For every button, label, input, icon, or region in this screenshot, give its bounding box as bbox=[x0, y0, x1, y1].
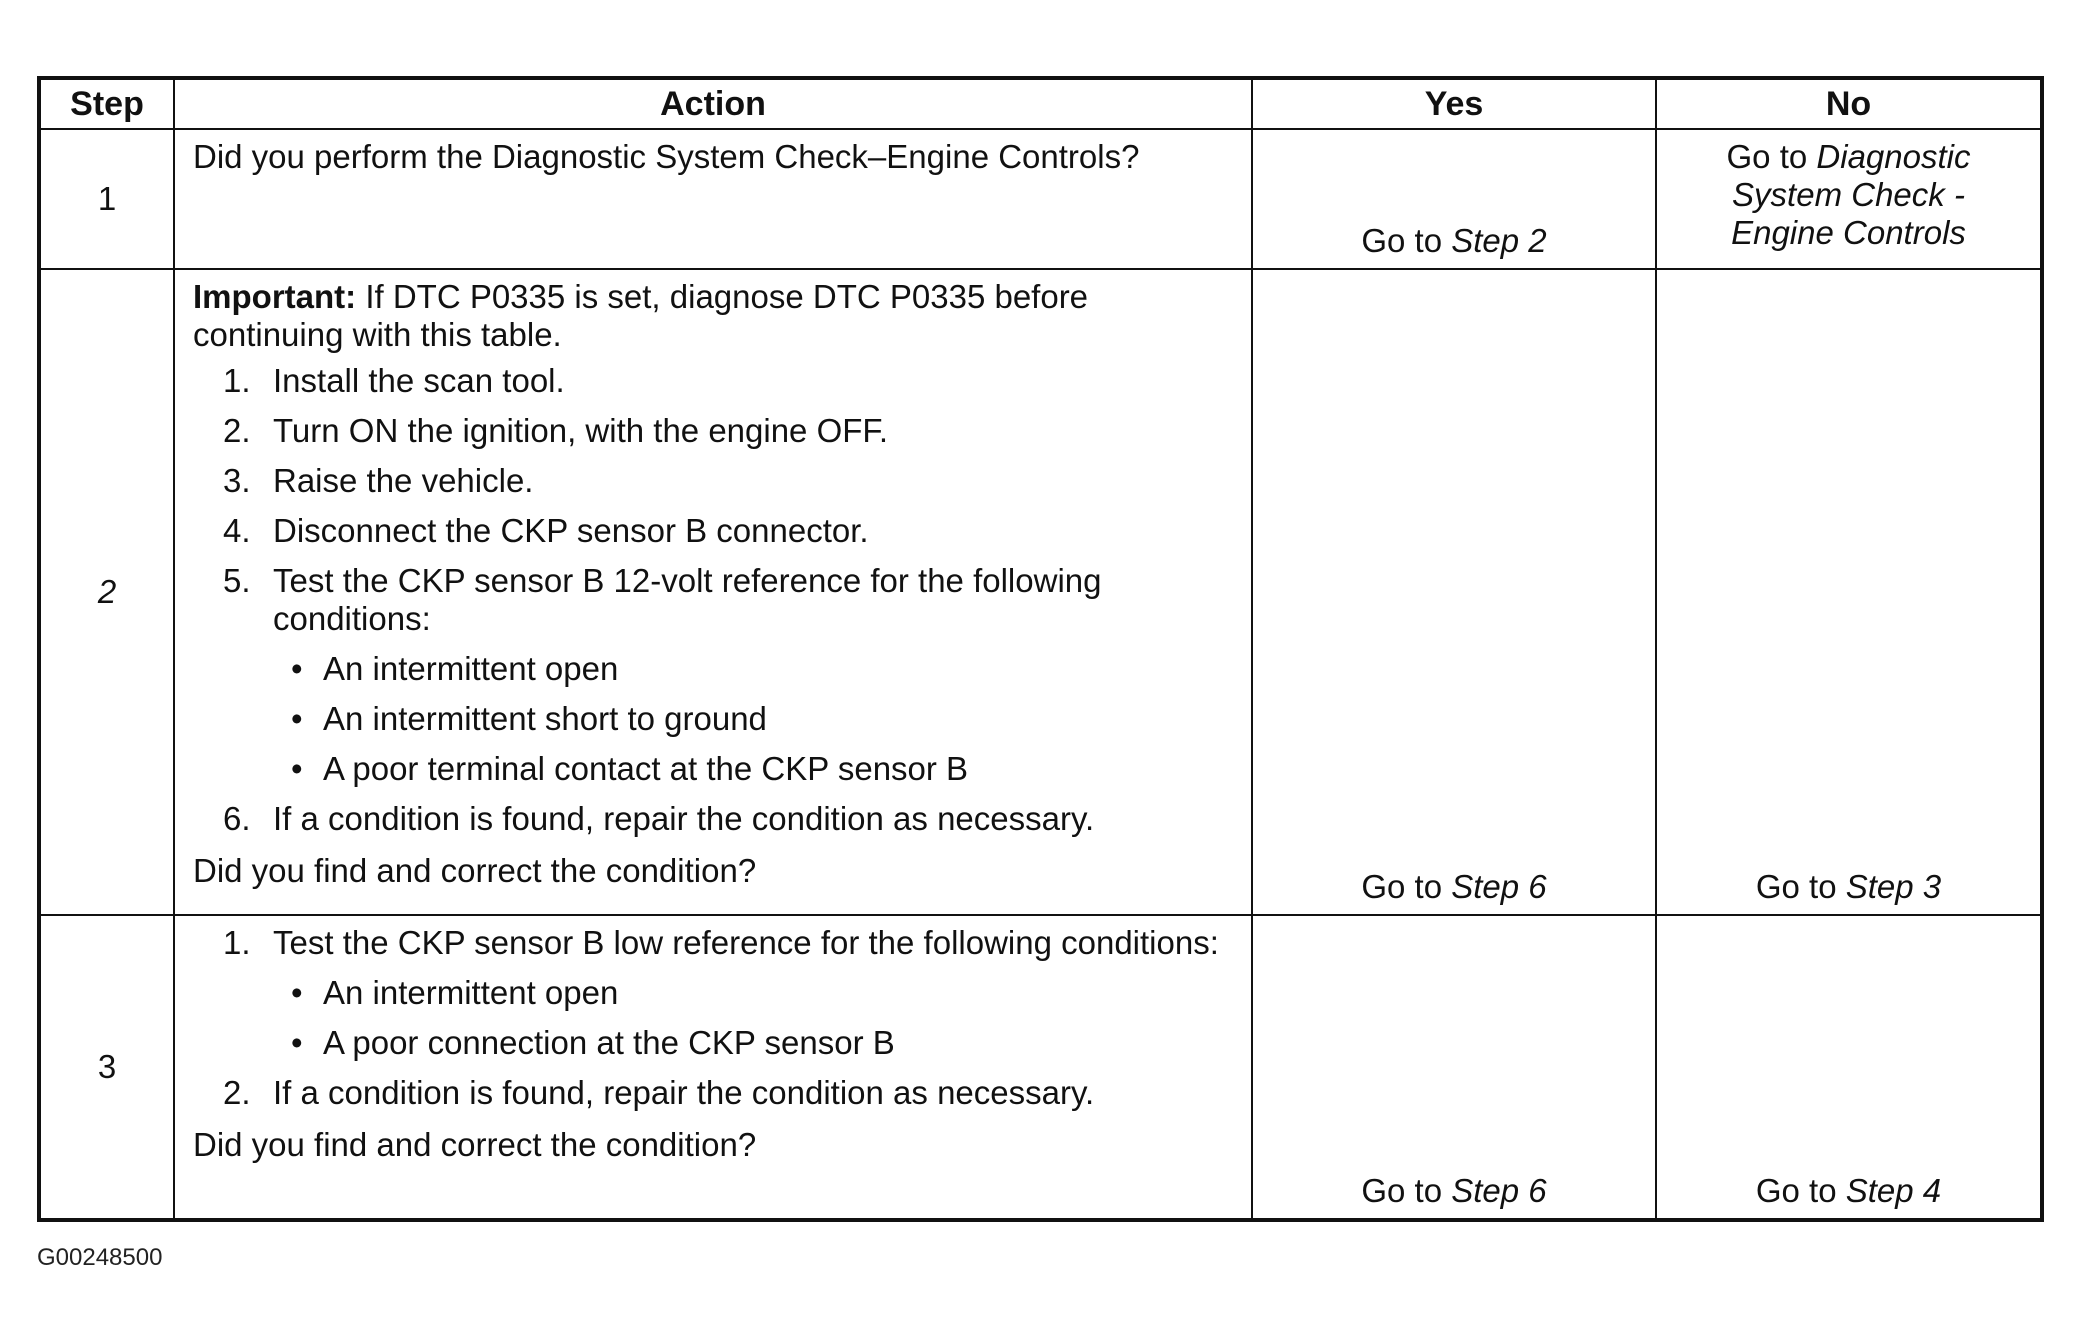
condition-bullets bbox=[273, 650, 1233, 788]
header-yes: Yes bbox=[1252, 78, 1656, 129]
bullet-icon: • bbox=[291, 650, 303, 687]
item-number: 3. bbox=[223, 462, 251, 499]
bullet-text: An intermittent open bbox=[323, 974, 619, 1011]
action-question: Did you find and correct the condition? bbox=[193, 1126, 757, 1163]
bullet-icon: • bbox=[291, 750, 303, 787]
bullet-item bbox=[273, 650, 1233, 688]
action-cell bbox=[174, 915, 1252, 1220]
step-number: 1 bbox=[39, 129, 174, 269]
no-step-link[interactable]: Step 3 bbox=[1845, 868, 1942, 905]
header-no: No bbox=[1656, 78, 2042, 129]
yes-prefix: Go to bbox=[1361, 868, 1452, 905]
diagnostic-table bbox=[37, 76, 2044, 1222]
action-steps-list bbox=[193, 362, 1233, 838]
no-prefix: Go to bbox=[1755, 868, 1846, 905]
important-label: Important: bbox=[193, 278, 357, 315]
step-number: 3 bbox=[39, 915, 174, 1220]
no-cell bbox=[1656, 129, 2042, 269]
yes-cell bbox=[1252, 269, 1656, 915]
table-row bbox=[39, 129, 2042, 269]
bullet-text: An intermittent short to ground bbox=[323, 700, 767, 737]
figure-code: G00248500 bbox=[37, 1244, 163, 1271]
list-item bbox=[193, 512, 1233, 550]
important-text: If DTC P0335 is set, diagnose DTC P0335 before continuing with this table. bbox=[193, 278, 1089, 353]
bullet-item bbox=[273, 974, 1233, 1012]
list-item bbox=[193, 462, 1233, 500]
list-item bbox=[193, 362, 1233, 400]
no-cell bbox=[1656, 269, 2042, 915]
header-action: Action bbox=[174, 78, 1252, 129]
no-prefix: Go to bbox=[1726, 138, 1817, 175]
action-cell bbox=[174, 129, 1252, 269]
bullet-item bbox=[273, 700, 1233, 738]
item-text: Disconnect the CKP sensor B connector. bbox=[273, 512, 869, 549]
item-text: Install the scan tool. bbox=[273, 362, 565, 399]
step-number: 2 bbox=[39, 269, 174, 915]
list-item bbox=[193, 800, 1233, 838]
table-row bbox=[39, 915, 2042, 1220]
no-prefix: Go to bbox=[1755, 1172, 1846, 1209]
list-item bbox=[193, 924, 1233, 1062]
item-text: Test the CKP sensor B 12-volt reference for the following conditions: bbox=[273, 562, 1102, 637]
table-row bbox=[39, 269, 2042, 915]
yes-step-link[interactable]: Step 6 bbox=[1451, 868, 1547, 905]
bullet-text: An intermittent open bbox=[323, 650, 619, 687]
list-item bbox=[193, 1074, 1233, 1112]
yes-step-link[interactable]: Step 6 bbox=[1451, 1172, 1547, 1209]
item-number: 1. bbox=[223, 924, 251, 961]
bullet-text: A poor connection at the CKP sensor B bbox=[323, 1024, 895, 1061]
item-number: 4. bbox=[223, 512, 251, 549]
list-item bbox=[193, 412, 1233, 450]
yes-step-link[interactable]: Step 2 bbox=[1451, 222, 1547, 259]
bullet-icon: • bbox=[291, 1024, 303, 1061]
item-text: If a condition is found, repair the condition as necessary. bbox=[273, 1074, 1095, 1111]
item-number: 1. bbox=[223, 362, 251, 399]
yes-prefix: Go to bbox=[1361, 1172, 1452, 1209]
header-step: Step bbox=[39, 78, 174, 129]
list-item bbox=[193, 562, 1233, 788]
item-text: Turn ON the ignition, with the engine OFF. bbox=[273, 412, 889, 449]
action-steps-list bbox=[193, 924, 1233, 1112]
table-header-row bbox=[39, 78, 2042, 129]
item-text: If a condition is found, repair the condition as necessary. bbox=[273, 800, 1095, 837]
no-step-link[interactable]: Diagnostic System Check - Engine Controls bbox=[1731, 138, 1971, 251]
no-cell bbox=[1656, 915, 2042, 1220]
action-cell bbox=[174, 269, 1252, 915]
bullet-icon: • bbox=[291, 700, 303, 737]
bullet-item bbox=[273, 750, 1233, 788]
item-number: 5. bbox=[223, 562, 251, 599]
action-question: Did you perform the Diagnostic System Check–Engine Controls? bbox=[193, 138, 1140, 175]
important-note bbox=[193, 278, 1233, 354]
item-number: 2. bbox=[223, 412, 251, 449]
yes-prefix: Go to bbox=[1361, 222, 1452, 259]
yes-cell bbox=[1252, 915, 1656, 1220]
no-step-link[interactable]: Step 4 bbox=[1845, 1172, 1942, 1209]
item-number: 6. bbox=[223, 800, 251, 837]
item-text: Raise the vehicle. bbox=[273, 462, 534, 499]
item-number: 2. bbox=[223, 1074, 251, 1111]
bullet-icon: • bbox=[291, 974, 303, 1011]
bullet-item bbox=[273, 1024, 1233, 1062]
action-question: Did you find and correct the condition? bbox=[193, 852, 757, 889]
item-text: Test the CKP sensor B low reference for the following conditions: bbox=[273, 924, 1219, 961]
bullet-text: A poor terminal contact at the CKP sensor B bbox=[323, 750, 969, 787]
yes-cell bbox=[1252, 129, 1656, 269]
condition-bullets bbox=[273, 974, 1233, 1062]
